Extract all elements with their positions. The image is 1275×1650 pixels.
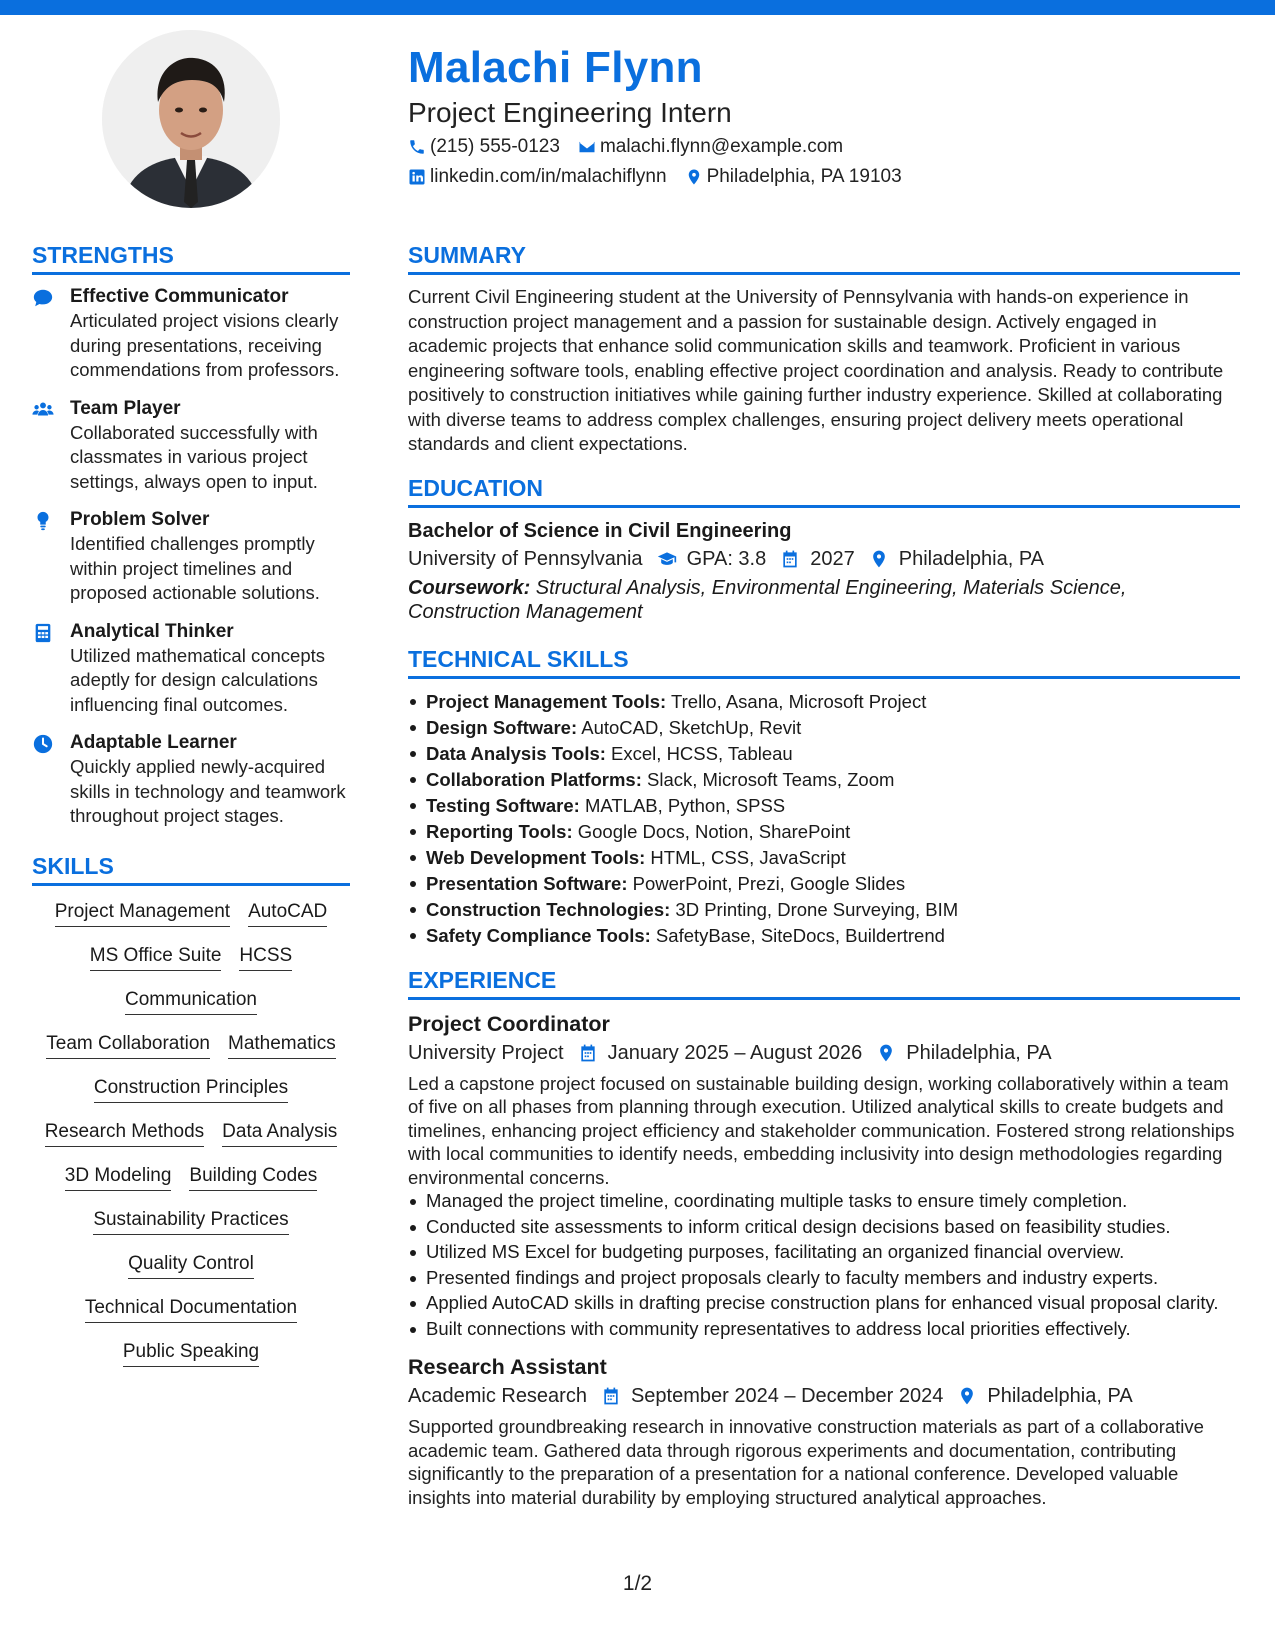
skill-tag: Communication [125,988,257,1015]
technical-skills-heading: TECHNICAL SKILLS [408,644,1240,679]
skill-tag: 3D Modeling [65,1164,172,1191]
clock-icon [32,733,54,755]
degree-name: Bachelor of Science in Civil Engineering [408,519,792,542]
list-item: Design Software: AutoCAD, SketchUp, Revit [408,715,1240,741]
job-bullets [408,1189,1240,1341]
graduation-year: 2027 [810,547,855,570]
job-dates: January 2025 – August 2026 [607,1041,863,1064]
job-organization: Academic Research [408,1385,587,1407]
skill-tag: Public Speaking [123,1340,259,1367]
skill-tag: Research Methods [45,1120,204,1147]
skill-tag: Mathematics [228,1032,336,1059]
strength-description: Articulated project visions clearly during presentations, receiving commendations from professors. [70,310,340,380]
skill-tag: Data Analysis [222,1120,337,1147]
map-pin-icon [869,549,889,569]
list-item: Safety Compliance Tools: SafetyBase, SiteDocs, Buildertrend [408,923,1240,949]
strength-heading: Problem Solver [70,509,210,530]
job-meta [408,1038,1240,1068]
calendar-icon [780,549,800,569]
phone-text: (215) 555-0123 [430,136,560,157]
job-location: Philadelphia, PA [987,1385,1133,1407]
strength-item [32,397,350,495]
skill-tag: Quality Control [128,1252,254,1279]
list-item: Collaboration Platforms: Slack, Microsoft Teams, Zoom [408,767,1240,793]
strength-description: Utilized mathematical concepts adeptly for design calculations influencing final outcomes. [70,644,325,715]
speech-bubble-icon [32,287,54,309]
job-description: Led a capstone project focused on sustainable building design, working collaboratively within a team of five on all phases from planning through execution. Utilized analytical skills to create budgets and timelines, enhancing project efficiency and stakeholder communication. Fostered strong relationships with local communities to identify needs, embedding inclusivity into design methodologies regarding environmental concerns. [408,1072,1235,1188]
strength-item [32,620,350,718]
job-entry [408,1353,1240,1509]
list-item: Applied AutoCAD skills in drafting precise construction plans for enhanced visual proposal clarity. [408,1291,1240,1316]
strength-heading: Analytical Thinker [70,620,234,642]
right-column [408,240,1240,1509]
coursework [408,576,1240,624]
profile-photo [102,30,280,208]
linkedin-icon [408,168,426,186]
job-description: Supported groundbreaking research in innovative construction materials as part of a collaborative academic team. Gathered data through rigorous experiments and documentation, contributing significantly to the preparation of a presentation for a national conference. Developed valuable insights into material durability by employing structured analytical approaches. [408,1416,1204,1508]
education-meta [408,544,1240,574]
education-heading: EDUCATION [408,473,1240,508]
strength-item [32,285,350,383]
job-entry [408,1010,1240,1342]
list-item: Construction Technologies: 3D Printing, Drone Surveying, BIM [408,897,1240,923]
strength-description: Quickly applied newly-acquired skills in technology and teamwork throughout project stages. [70,756,346,826]
list-item: Project Management Tools: Trello, Asana, Microsoft Project [408,689,1240,715]
experience-heading: EXPERIENCE [408,965,1240,1000]
job-organization: University Project [408,1041,564,1064]
strength-heading: Team Player [70,397,181,419]
graduation-cap-icon [657,549,677,569]
technical-skills-list [408,689,1240,949]
coursework-label: Coursework: [408,576,531,599]
email-contact[interactable] [578,134,843,160]
linkedin-text: linkedin.com/in/malachiflynn [430,166,667,187]
gpa-value: GPA: 3.8 [686,547,767,570]
job-title: Project Coordinator [408,1011,610,1036]
resume-header [408,40,1248,190]
calculator-icon [32,622,54,644]
page-number: 1/2 [622,1572,653,1595]
envelope-icon [578,138,596,156]
users-icon [32,399,54,421]
skills-heading: SKILLS [32,851,350,886]
list-item: Conducted site assessments to inform critical design decisions based on feasibility studies. [408,1215,1240,1240]
job-location: Philadelphia, PA [906,1041,1052,1064]
linkedin-contact[interactable] [408,164,667,190]
phone-contact[interactable] [408,134,560,160]
summary-heading: SUMMARY [408,240,1240,275]
map-pin-icon [876,1043,896,1063]
strength-heading: Effective Communicator [70,286,289,307]
skill-tag: MS Office Suite [90,944,222,971]
contact-row-1 [408,134,1248,160]
skill-tag: Building Codes [189,1164,317,1191]
skill-tag: HCSS [239,944,292,971]
list-item: Built connections with community representatives to address local priorities effectively. [408,1317,1240,1342]
skill-tag: Construction Principles [94,1076,288,1103]
school-location: Philadelphia, PA [898,547,1045,570]
list-item: Presented findings and project proposals clearly to faculty members and industry experts. [408,1266,1240,1291]
lightbulb-icon [32,510,54,532]
list-item: Utilized MS Excel for budgeting purposes, facilitating an organized financial overview. [408,1240,1240,1265]
profile-photo-image [102,30,280,208]
location-text: Philadelphia, PA 19103 [706,166,902,187]
strength-item [32,508,350,606]
strength-description: Identified challenges promptly within project timelines and proposed actionable solutions. [70,533,320,603]
job-title: Research Assistant [408,1355,607,1379]
coursework-list: Structural Analysis, Environmental Engineering, Materials Science, Construction Management [408,576,1127,623]
skill-tag: AutoCAD [248,900,327,927]
skill-tag: Project Management [55,900,230,927]
job-meta [408,1381,1240,1411]
calendar-icon [578,1043,598,1063]
list-item: Presentation Software: PowerPoint, Prezi, Google Slides [408,871,1240,897]
map-pin-icon [957,1386,977,1406]
top-accent-bar [0,0,1275,15]
strengths-heading: STRENGTHS [32,240,350,275]
summary-text: Current Civil Engineering student at the University of Pennsylvania with hands-on experience in construction project management and a passion for sustainable design. Actively engaged in academic projects that enhance solid communication skills and teamwork. Proficient in various engineering software tools, enabling effective project coordination and analysis. Ready to contribute positively to construction initiatives while gaining further industry experience. Skilled at collaborating with diverse teams to address complex challenges, ensuring project delivery meets operational standards and client expectations. [408,286,1224,454]
phone-icon [408,138,426,156]
email-text: malachi.flynn@example.com [599,136,844,157]
list-item: Web Development Tools: HTML, CSS, JavaScript [408,845,1240,871]
list-item: Testing Software: MATLAB, Python, SPSS [408,793,1240,819]
list-item: Data Analysis Tools: Excel, HCSS, Tableau [408,741,1240,767]
skill-tag: Sustainability Practices [93,1208,288,1235]
candidate-title: Project Engineering Intern [408,97,732,128]
job-dates: September 2024 – December 2024 [630,1385,944,1407]
school-name: University of Pennsylvania [408,547,643,570]
list-item: Managed the project timeline, coordinating multiple tasks to ensure timely completion. [408,1189,1240,1214]
map-pin-icon [685,168,703,186]
contact-row-2 [408,164,1248,190]
skill-tag: Technical Documentation [85,1296,297,1323]
skills-list [32,896,350,1367]
candidate-name: Malachi Flynn [408,43,703,92]
left-column [32,240,350,1367]
strength-heading: Adaptable Learner [70,732,237,753]
location-contact [685,164,902,190]
skill-tag: Team Collaboration [46,1032,210,1059]
strength-description: Collaborated successfully with classmates in various project settings, always open to input. [70,421,318,492]
calendar-icon [601,1386,621,1406]
list-item: Reporting Tools: Google Docs, Notion, SharePoint [408,819,1240,845]
strength-item [32,731,350,829]
